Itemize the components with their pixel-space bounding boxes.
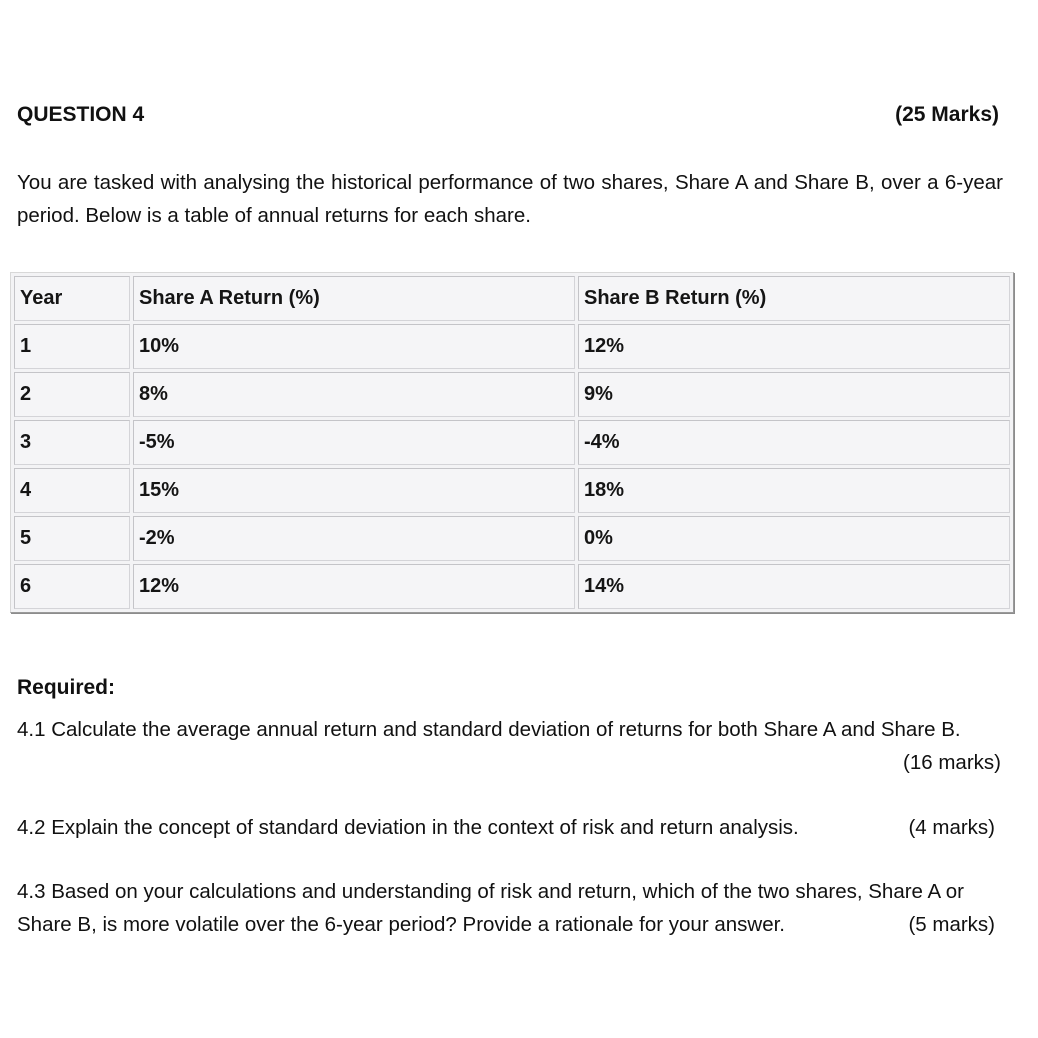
sub-question-text: 4.3 Based on your calculations and understanding of risk and return, which of the two shares, Share A or Share B, is more volatile over the 6-year period? Provide a rationale for your answer. bbox=[17, 880, 964, 936]
share-a-return-cell: 15% bbox=[133, 468, 575, 513]
share-b-return-cell: 18% bbox=[578, 468, 1010, 513]
share-a-return-cell: 12% bbox=[133, 564, 575, 609]
share-a-return-cell: 8% bbox=[133, 372, 575, 417]
sub-question-text: 4.1 Calculate the average annual return and standard deviation of returns for both Share A and Share B. bbox=[17, 718, 961, 741]
question-title: QUESTION 4 bbox=[17, 103, 145, 126]
share-b-return-cell: -4% bbox=[578, 420, 1010, 465]
year-cell: 6 bbox=[14, 564, 130, 609]
required-heading: Required: bbox=[17, 676, 116, 699]
table-row bbox=[14, 516, 1010, 561]
share-a-return-cell: -2% bbox=[133, 516, 575, 561]
column-header-share-a: Share A Return (%) bbox=[133, 276, 575, 321]
table-row bbox=[14, 324, 1010, 369]
sub-question-marks: (16 marks) bbox=[903, 751, 1001, 774]
share-a-return-cell: 10% bbox=[133, 324, 575, 369]
intro-paragraph: You are tasked with analysing the historical performance of two shares, Share A and Share B, over a 6-year period. Below is a table of annual returns for each share. bbox=[17, 171, 1003, 227]
sub-question-4-1 bbox=[17, 713, 1001, 774]
question-header bbox=[17, 100, 999, 130]
sub-question-marks: (4 marks) bbox=[908, 816, 995, 839]
table-row bbox=[14, 372, 1010, 417]
year-cell: 4 bbox=[14, 468, 130, 513]
share-b-return-cell: 9% bbox=[578, 372, 1010, 417]
table-row bbox=[14, 420, 1010, 465]
table-row bbox=[14, 564, 1010, 609]
total-marks: (25 Marks) bbox=[895, 103, 999, 126]
sub-question-4-2 bbox=[17, 811, 999, 844]
year-cell: 1 bbox=[14, 324, 130, 369]
sub-question-4-3 bbox=[17, 875, 999, 941]
share-b-return-cell: 12% bbox=[578, 324, 1010, 369]
year-cell: 2 bbox=[14, 372, 130, 417]
year-cell: 5 bbox=[14, 516, 130, 561]
table-row bbox=[14, 468, 1010, 513]
share-a-return-cell: -5% bbox=[133, 420, 575, 465]
year-cell: 3 bbox=[14, 420, 130, 465]
share-b-return-cell: 14% bbox=[578, 564, 1010, 609]
table-header-row bbox=[14, 276, 1010, 321]
share-b-return-cell: 0% bbox=[578, 516, 1010, 561]
annual-returns-table bbox=[10, 272, 1014, 613]
column-header-year: Year bbox=[14, 276, 130, 321]
sub-question-text: 4.2 Explain the concept of standard deviation in the context of risk and return analysis. bbox=[17, 816, 799, 839]
sub-question-marks: (5 marks) bbox=[908, 913, 995, 936]
column-header-share-b: Share B Return (%) bbox=[578, 276, 1010, 321]
